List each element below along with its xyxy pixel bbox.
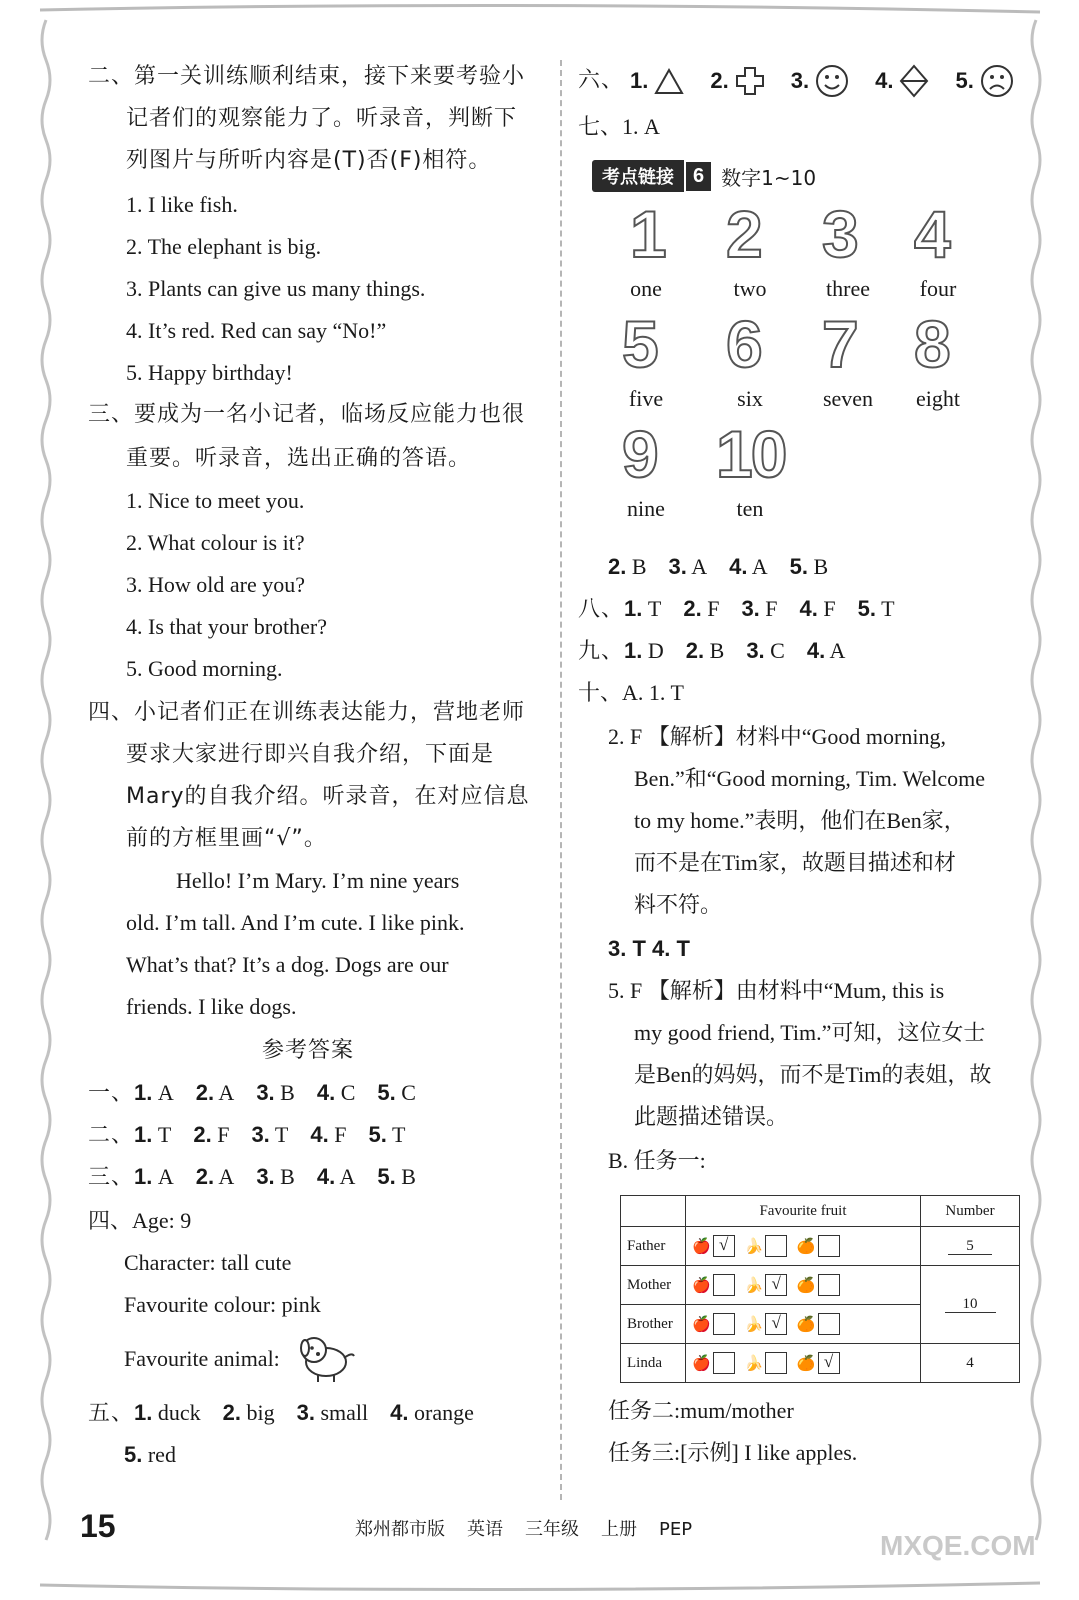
- item-num: 5.: [789, 554, 808, 579]
- item-num: 3.: [746, 638, 765, 663]
- item-answer: B: [709, 638, 725, 663]
- answer-10-2-line: Ben.”和“Good morning, Tim. Welcome: [634, 766, 986, 791]
- item-answer: A: [218, 1080, 235, 1105]
- item-num: 1.: [134, 1164, 153, 1189]
- item-num: 1.: [134, 1122, 153, 1147]
- row-name: Mother: [621, 1266, 686, 1305]
- q2-item: 4. It’s red. Red can say “No!”: [126, 318, 387, 343]
- apple-icon: 🍎: [692, 1316, 711, 1333]
- checkbox[interactable]: [765, 1352, 787, 1374]
- digit-word: three: [826, 276, 870, 301]
- q4-line-2: 要求大家进行即兴自我介绍，下面是: [126, 742, 495, 767]
- digit-3: 3: [822, 197, 857, 271]
- item-num: 4.: [316, 1164, 336, 1189]
- item-num: 2.: [683, 596, 702, 621]
- tag-label: 考点链接: [592, 160, 684, 192]
- row-name: Brother: [621, 1305, 686, 1344]
- fruit-choices: [686, 1266, 921, 1305]
- answer-heading: 参考答案: [262, 1038, 355, 1063]
- item-num: 5.: [955, 68, 974, 93]
- table-header-fruit: Favourite fruit: [686, 1196, 921, 1227]
- cross-icon: [735, 66, 765, 96]
- item-num: 3.: [668, 554, 687, 579]
- table-row: [621, 1227, 1020, 1266]
- item-answer: B: [280, 1164, 295, 1189]
- item-num: 1.: [134, 1080, 153, 1105]
- item-answer: T: [647, 596, 662, 621]
- item-num: 3.: [790, 68, 810, 93]
- q2-line-2: 记者们的观察能力了。听录音，判断下: [126, 106, 518, 131]
- orange-icon: 🍊: [796, 1355, 816, 1372]
- q4-line-3: Mary的自我介绍。听录音，在对应信息: [126, 784, 530, 809]
- table-header-number: Number: [921, 1196, 1020, 1227]
- digit-word: ten: [736, 496, 764, 521]
- answer-prefix: 五、: [88, 1401, 135, 1426]
- footer-subject: 英语: [467, 1519, 503, 1540]
- digit-word: six: [737, 386, 763, 411]
- row-name: Linda: [621, 1344, 686, 1383]
- item-num: 3.: [251, 1122, 270, 1147]
- digit-5: 5: [622, 307, 657, 381]
- digit-word: seven: [822, 386, 874, 411]
- footer-grade: 三年级: [525, 1519, 579, 1540]
- item-answer: A: [218, 1164, 235, 1189]
- orange-icon: 🍊: [796, 1238, 816, 1255]
- fruit-table: [620, 1195, 1020, 1383]
- apple-icon: 🍎: [692, 1355, 711, 1372]
- q2-item: 5. Happy birthday!: [126, 360, 293, 385]
- q2-item: 1. I like fish.: [126, 192, 238, 217]
- digit-7: 7: [822, 307, 857, 381]
- banana-icon: 🍌: [744, 1277, 764, 1294]
- answer-7-rest: [608, 552, 850, 582]
- answer-10-2-line: to my home.”表明，他们在Ben家，: [634, 808, 966, 833]
- number-value: 10: [945, 1296, 996, 1313]
- item-num: 4.: [390, 1400, 409, 1425]
- item-answer: big: [246, 1400, 275, 1425]
- banana-icon: 🍌: [744, 1238, 764, 1255]
- item-answer: duck: [157, 1400, 201, 1425]
- answer-10-34: 3. T 4. T: [608, 936, 690, 961]
- answer-10-2-line: 而不是在Tim家，故题目描述和材: [634, 850, 956, 875]
- table-row: [621, 1266, 1020, 1305]
- item-num: 4.: [310, 1122, 329, 1147]
- answer-row-1: [88, 1078, 438, 1109]
- item-num: 1.: [624, 596, 643, 621]
- answer-10-5-line: 此题描述错误。: [634, 1104, 789, 1129]
- item-num: 3.: [296, 1400, 315, 1425]
- answer-prefix: 三、: [88, 1165, 135, 1190]
- q2-item: 3. Plants can give us many things.: [126, 276, 426, 301]
- answer-prefix: 八、: [578, 597, 625, 622]
- checkbox[interactable]: [818, 1274, 840, 1296]
- answer-10-5-line: 5. F 【解析】由材料中“Mum, this is: [608, 978, 945, 1003]
- q3-item: 3. How old are you?: [126, 572, 306, 597]
- checkbox[interactable]: [713, 1352, 735, 1374]
- item-num: 4.: [875, 68, 894, 93]
- orange-icon: 🍊: [796, 1277, 816, 1294]
- digit-6: 6: [726, 307, 761, 381]
- item-answer: T: [881, 596, 895, 621]
- number-value: 5: [948, 1238, 992, 1255]
- answer-row-2: [88, 1120, 427, 1151]
- item-answer: T: [274, 1122, 289, 1147]
- item-answer: A: [751, 554, 768, 579]
- digit-1: 1: [630, 197, 665, 271]
- item-num: 4.: [806, 638, 826, 663]
- item-num: 5.: [377, 1164, 396, 1189]
- item-answer: A: [691, 554, 708, 579]
- footer-publisher: PEP: [659, 1519, 693, 1540]
- item-answer: T: [391, 1122, 406, 1147]
- answer-row-5-last: [124, 1440, 176, 1470]
- item-num: 1.: [630, 68, 649, 93]
- item-answer: A: [829, 638, 846, 663]
- sad-face-icon: [980, 64, 1014, 98]
- fruit-choices: [686, 1305, 921, 1344]
- banana-icon: 🍌: [744, 1355, 764, 1372]
- table-row: [621, 1344, 1020, 1383]
- orange-icon: 🍊: [796, 1316, 816, 1333]
- item-num: 1.: [624, 638, 643, 663]
- answer-row-3: [88, 1162, 438, 1193]
- item-num: 2.: [685, 638, 705, 663]
- smile-icon: [815, 64, 849, 98]
- item-answer: small: [320, 1400, 369, 1425]
- q3-item: 5. Good morning.: [126, 656, 283, 681]
- item-num: 2.: [193, 1122, 212, 1147]
- footer-volume: 上册: [601, 1519, 637, 1540]
- q2-item: 2. The elephant is big.: [126, 234, 322, 259]
- checkbox[interactable]: √: [713, 1235, 735, 1257]
- footer-info: [355, 1515, 714, 1541]
- answer-prefix: 九、: [578, 639, 625, 664]
- passage-line: What’s that? It’s a dog. Dogs are our: [126, 952, 449, 977]
- q4-line-4: 前的方框里画“√”。: [126, 826, 327, 851]
- item-answer: A: [339, 1164, 356, 1189]
- task-b-label: B. 任务一:: [608, 1148, 706, 1173]
- footer-edition: 郑州都市版: [355, 1519, 445, 1540]
- passage-line: Hello! I’m Mary. I’m nine years: [176, 868, 460, 893]
- item-num: 4.: [316, 1080, 336, 1105]
- digit-word: nine: [627, 496, 665, 521]
- answer-row-5: [88, 1398, 496, 1429]
- item-answer: T: [157, 1122, 172, 1147]
- item-answer: C: [770, 638, 785, 663]
- q3-item: 1. Nice to meet you.: [126, 488, 305, 513]
- item-answer: B: [401, 1164, 416, 1189]
- answer-4-animal: Favourite animal:: [124, 1346, 280, 1371]
- tag-title: 数字1~10: [721, 165, 817, 190]
- answer-4-age: 四、Age: 9: [88, 1208, 192, 1233]
- item-num: 5.: [368, 1122, 387, 1147]
- item-num: 5.: [377, 1080, 396, 1105]
- answer-row-8: [578, 594, 917, 625]
- checkbox[interactable]: [713, 1313, 735, 1335]
- q2-line-3: 列图片与所听内容是(T)否(F)相符。: [126, 148, 492, 173]
- digit-8: 8: [914, 307, 949, 381]
- item-answer: F: [823, 596, 836, 621]
- task-3: 任务三:[示例] I like apples.: [608, 1440, 858, 1465]
- item-num: 3.: [256, 1080, 275, 1105]
- item-answer: B: [631, 554, 647, 579]
- answer-10-2-line: 料不符。: [634, 892, 723, 917]
- q4-line-1: 四、小记者们正在训练表达能力，营地老师: [88, 700, 526, 725]
- knowledge-link-tag: [592, 160, 816, 192]
- table-header-row: [621, 1196, 1020, 1227]
- digit-word: two: [733, 276, 767, 301]
- item-num: 4.: [729, 554, 748, 579]
- item-answer: C: [401, 1080, 416, 1105]
- item-answer: C: [340, 1080, 356, 1105]
- item-num: 2.: [608, 554, 627, 579]
- digit-word: one: [630, 276, 662, 301]
- digit-word: five: [628, 386, 664, 411]
- row-number: 4: [921, 1344, 1020, 1383]
- item-answer: F: [765, 596, 778, 621]
- item-num: 3.: [256, 1164, 275, 1189]
- tag-number: 6: [684, 162, 711, 191]
- digit-word: eight: [916, 386, 960, 411]
- digit-word: four: [919, 276, 957, 301]
- answer-prefix: 二、: [88, 1123, 135, 1148]
- digit-2: 2: [726, 197, 761, 271]
- passage-line: old. I’m tall. And I’m cute. I like pink.: [126, 910, 465, 935]
- diamond-icon: [899, 64, 929, 98]
- answer-4-character: Character: tall cute: [124, 1250, 292, 1275]
- column-divider: [560, 60, 562, 1500]
- row-number: [921, 1227, 1020, 1266]
- item-answer: B: [813, 554, 829, 579]
- item-num: 5.: [124, 1442, 143, 1467]
- answer-10-2-line: 2. F 【解析】材料中“Good morning,: [608, 724, 946, 749]
- triangle-icon: [654, 67, 684, 95]
- watermark: MXQE.COM: [880, 1530, 1036, 1561]
- item-num: 4.: [799, 596, 818, 621]
- item-num: 2.: [195, 1080, 215, 1105]
- item-num: 2.: [195, 1164, 215, 1189]
- row-number: [921, 1266, 1020, 1344]
- row-name: Father: [621, 1227, 686, 1266]
- checkbox[interactable]: √: [765, 1313, 787, 1335]
- item-answer: B: [280, 1080, 295, 1105]
- apple-icon: 🍎: [692, 1277, 711, 1294]
- answer-prefix: 六、: [578, 68, 625, 93]
- answer-10-5-line: my good friend, Tim.”可知，这位女士: [634, 1020, 986, 1045]
- item-answer: red: [147, 1442, 176, 1467]
- fruit-choices: [686, 1344, 921, 1383]
- table-header-blank: [621, 1196, 686, 1227]
- digit-9: 9: [622, 417, 657, 491]
- checkbox[interactable]: √: [765, 1274, 787, 1296]
- banana-icon: 🍌: [744, 1316, 764, 1333]
- apple-icon: 🍎: [692, 1238, 711, 1255]
- item-num: 2.: [710, 68, 729, 93]
- q2-line-1: 二、第一关训练顺利结束，接下来要考验小: [88, 64, 526, 89]
- checkbox[interactable]: [765, 1235, 787, 1257]
- dog-icon: [296, 1332, 358, 1384]
- digit-10: 10: [716, 417, 786, 491]
- q3-line-1: 三、要成为一名小记者，临场反应能力也很: [88, 402, 526, 427]
- answer-4-colour: Favourite colour: pink: [124, 1292, 321, 1317]
- item-answer: F: [217, 1122, 230, 1147]
- page-number: 15: [80, 1508, 116, 1544]
- answer-10-a: 十、A. 1. T: [578, 680, 684, 705]
- q3-line-2: 重要。听录音，选出正确的答语。: [126, 446, 472, 471]
- checkbox[interactable]: [818, 1313, 840, 1335]
- item-num: 3.: [741, 596, 760, 621]
- passage-line: friends. I like dogs.: [126, 994, 297, 1019]
- item-answer: A: [157, 1080, 174, 1105]
- checkbox[interactable]: √: [818, 1352, 840, 1374]
- checkbox[interactable]: [818, 1235, 840, 1257]
- item-num: 1.: [134, 1400, 153, 1425]
- answer-10-5-line: 是Ben的妈妈，而不是Tim的表姐，故: [634, 1062, 992, 1087]
- checkbox[interactable]: [713, 1274, 735, 1296]
- item-num: 2.: [222, 1400, 241, 1425]
- answer-prefix: 一、: [88, 1081, 135, 1106]
- item-answer: orange: [414, 1400, 474, 1425]
- fruit-choices: [686, 1227, 921, 1266]
- digit-4: 4: [914, 197, 949, 271]
- task-2: 任务二:mum/mother: [608, 1398, 794, 1423]
- item-answer: A: [157, 1164, 174, 1189]
- q3-item: 4. Is that your brother?: [126, 614, 327, 639]
- item-answer: D: [647, 638, 664, 663]
- answer-row-9: [578, 636, 867, 667]
- answer-6-row: [578, 64, 1014, 98]
- answer-7: 七、1. A: [578, 114, 660, 139]
- item-answer: F: [707, 596, 720, 621]
- item-num: 5.: [857, 596, 877, 621]
- item-answer: F: [334, 1122, 347, 1147]
- q3-item: 2. What colour is it?: [126, 530, 305, 555]
